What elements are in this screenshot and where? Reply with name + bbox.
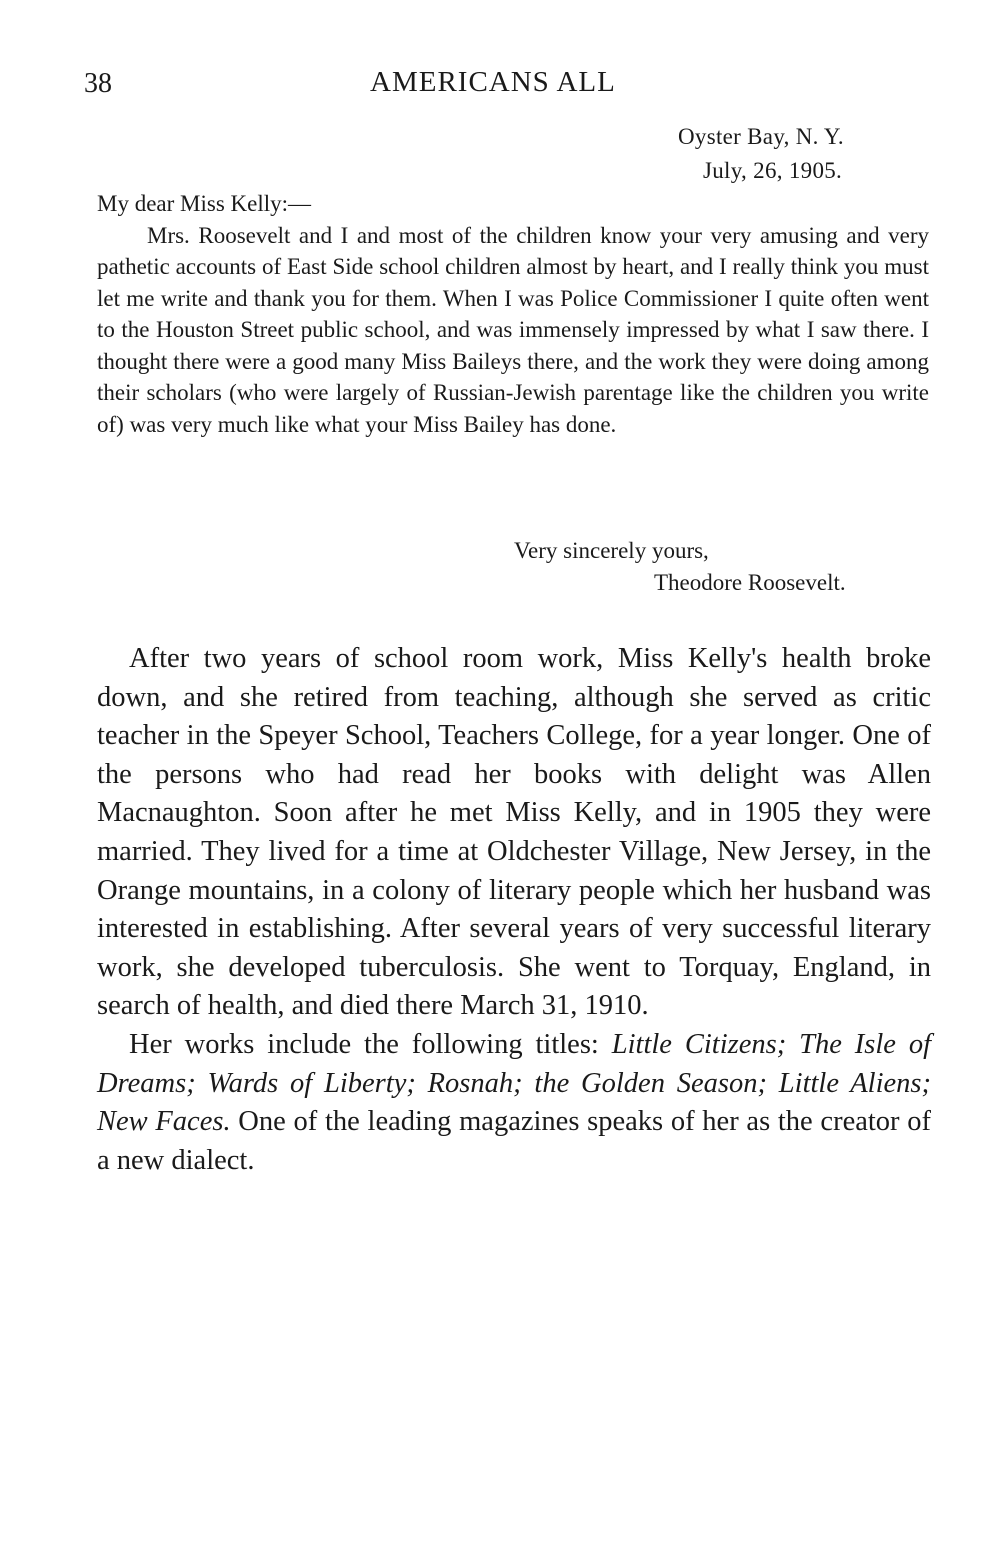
works-titles: Little Citizens; The Isle of Dreams; Wards of Liberty; Rosnah; the Golden Season; Little Aliens; New Faces.	[97, 1028, 932, 1138]
page-number: 38	[84, 68, 112, 99]
letter-body: Mrs. Roosevelt and I and most of the children know your very amusing and very pathetic accounts of East Side school children almost by heart, and I really think you must let me write and thank you for them. When I was Police Commissioner I quite often went to the Houston Street public school, and was immensely impressed by what I saw there. I thought there were a good many Miss Baileys there, and the work they were doing among their scholars (who were largely of Russian-Jewish parentage like the children you write of) was very much like what your Miss Bailey has done.	[97, 222, 929, 437]
letter-salutation: My dear Miss Kelly:—	[97, 191, 312, 216]
letter-closing: Very sincerely yours,	[514, 538, 709, 563]
letter-signature: Theodore Roosevelt.	[654, 570, 846, 595]
letter	[97, 188, 929, 440]
paragraph-works	[97, 1026, 931, 1180]
paragraph-biography: After two years of school room work, Miss Kelly's health broke down, and she retired from teaching, although she served as critic teacher in the Speyer School, Teachers College, for a year longer. One of the persons who had read her books with delight was Allen Macnaughton. Soon after he met Miss Kelly, and in 1905 they were married. They lived for a time at Oldchester Village, New Jersey, in the Orange mountains, in a colony of literary people which her husband was interested in establishing. After several years of very successful literary work, she developed tuberculosis. She went to Torquay, England, in search of health, and died there March 31, 1910.	[97, 643, 931, 1022]
letter-date: July, 26, 1905.	[703, 158, 843, 183]
running-head	[84, 62, 934, 106]
works-outro: One of the leading magazines speaks of her as the creator of a new dialect.	[97, 1106, 932, 1176]
book-title: AMERICANS ALL	[370, 66, 616, 98]
letter-place: Oyster Bay, N. Y.	[678, 124, 844, 149]
narrative-text	[97, 640, 931, 1180]
works-intro: Her works include the following titles:	[129, 1028, 612, 1060]
